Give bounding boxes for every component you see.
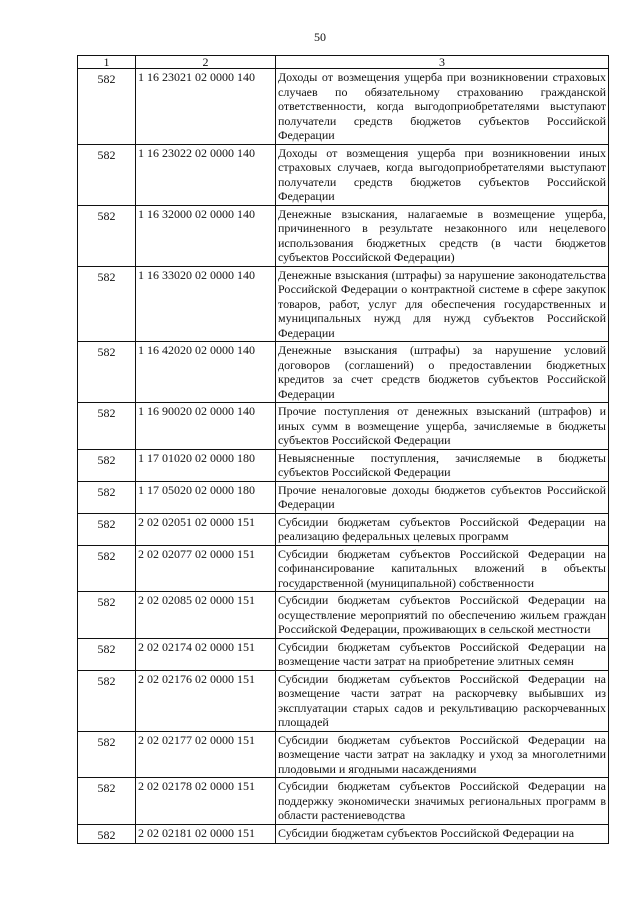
header-cell-1: 1 <box>78 56 136 69</box>
table-row <box>78 403 609 450</box>
budget-classification-code-cell: 1 17 01020 02 0000 180 <box>136 449 276 481</box>
revenue-description-cell: Прочие неналоговые доходы бюджетов субъектов Российской Федерации <box>276 481 609 513</box>
admin-code-cell: 582 <box>78 513 136 545</box>
revenue-description-cell: Субсидии бюджетам субъектов Российской Федерации на поддержку экономически значимых региональных программ в области растениеводства <box>276 778 609 825</box>
budget-classification-code-cell: 2 02 02177 02 0000 151 <box>136 731 276 778</box>
table-row <box>78 513 609 545</box>
admin-code-cell: 582 <box>78 592 136 639</box>
revenue-description-cell: Субсидии бюджетам субъектов Российской Федерации на софинансирование капитальных вложений в объекты государственной (муниципальной) собственности <box>276 545 609 592</box>
table-row <box>78 144 609 205</box>
budget-classification-code-cell: 1 16 33020 02 0000 140 <box>136 266 276 342</box>
admin-code-cell: 582 <box>78 69 136 145</box>
budget-classification-code-cell: 2 02 02178 02 0000 151 <box>136 778 276 825</box>
admin-code-cell: 582 <box>78 266 136 342</box>
revenue-description-cell: Субсидии бюджетам субъектов Российской Федерации на <box>276 824 609 844</box>
revenue-description-cell: Субсидии бюджетам субъектов Российской Федерации на возмещение части затрат на приобретение элитных семян <box>276 638 609 670</box>
table-row <box>78 778 609 825</box>
table-row <box>78 545 609 592</box>
revenue-description-cell: Денежные взыскания (штрафы) за нарушение законодательства Российской Федерации о контрактной системе в сфере закупок товаров, работ, услуг для обеспечения государственных и муниципальных нужд для нужд субъектов Российской Федерации <box>276 266 609 342</box>
admin-code-cell: 582 <box>78 670 136 731</box>
table-row <box>78 670 609 731</box>
budget-classification-code-cell: 2 02 02181 02 0000 151 <box>136 824 276 844</box>
table-row <box>78 731 609 778</box>
budget-classification-code-cell: 2 02 02051 02 0000 151 <box>136 513 276 545</box>
revenue-description-cell: Прочие поступления от денежных взысканий (штрафов) и иных сумм в возмещение ущерба, зачисляемые в бюджеты субъектов Российской Федерации <box>276 403 609 450</box>
admin-code-cell: 582 <box>78 449 136 481</box>
admin-code-cell: 582 <box>78 545 136 592</box>
revenue-description-cell: Доходы от возмещения ущерба при возникновении страховых случаев по обязательному страхованию гражданской ответственности, когда выгодоприобретателями выступают получатели средств бюджетов субъектов Российской Федерации <box>276 69 609 145</box>
page-number: 50 <box>314 30 326 44</box>
revenue-description-cell: Субсидии бюджетам субъектов Российской Федерации на возмещение части затрат на закладку и уход за многолетними плодовыми и ягодными насаждениями <box>276 731 609 778</box>
revenue-description-cell: Субсидии бюджетам субъектов Российской Федерации на возмещение части затрат на раскорчевку выбывших из эксплуатации старых садов и рекультивацию раскорчеванных площадей <box>276 670 609 731</box>
admin-code-cell: 582 <box>78 731 136 778</box>
budget-classification-code-cell: 1 16 42020 02 0000 140 <box>136 342 276 403</box>
revenue-description-cell: Субсидии бюджетам субъектов Российской Федерации на осуществление мероприятий по обеспечению жильем граждан Российской Федерации, проживающих в сельской местности <box>276 592 609 639</box>
revenue-codes-table <box>77 55 609 844</box>
admin-code-cell: 582 <box>78 481 136 513</box>
admin-code-cell: 582 <box>78 403 136 450</box>
budget-classification-code-cell: 2 02 02176 02 0000 151 <box>136 670 276 731</box>
header-cell-2: 2 <box>136 56 276 69</box>
budget-classification-code-cell: 2 02 02077 02 0000 151 <box>136 545 276 592</box>
budget-classification-code-cell: 2 02 02174 02 0000 151 <box>136 638 276 670</box>
table-row <box>78 342 609 403</box>
table-row <box>78 69 609 145</box>
table-row <box>78 266 609 342</box>
budget-classification-code-cell: 1 16 32000 02 0000 140 <box>136 205 276 266</box>
table-row <box>78 449 609 481</box>
revenue-description-cell: Денежные взыскания (штрафы) за нарушение условий договоров (соглашений) о предоставлении бюджетных кредитов за счет средств бюджетов субъектов Российской Федерации <box>276 342 609 403</box>
table-row <box>78 638 609 670</box>
table-row <box>78 481 609 513</box>
table-header-row <box>78 56 609 69</box>
budget-classification-code-cell: 1 16 23021 02 0000 140 <box>136 69 276 145</box>
admin-code-cell: 582 <box>78 638 136 670</box>
table-row <box>78 592 609 639</box>
header-cell-3: 3 <box>276 56 609 69</box>
table-row <box>78 205 609 266</box>
budget-classification-code-cell: 1 16 90020 02 0000 140 <box>136 403 276 450</box>
revenue-description-cell: Субсидии бюджетам субъектов Российской Федерации на реализацию федеральных целевых программ <box>276 513 609 545</box>
revenue-description-cell: Невыясненные поступления, зачисляемые в бюджеты субъектов Российской Федерации <box>276 449 609 481</box>
admin-code-cell: 582 <box>78 824 136 844</box>
admin-code-cell: 582 <box>78 778 136 825</box>
budget-classification-code-cell: 2 02 02085 02 0000 151 <box>136 592 276 639</box>
admin-code-cell: 582 <box>78 144 136 205</box>
admin-code-cell: 582 <box>78 205 136 266</box>
revenue-description-cell: Денежные взыскания, налагаемые в возмещение ущерба, причиненного в результате незаконного или нецелевого использования бюджетных средств (в части бюджетов субъектов Российской Федерации) <box>276 205 609 266</box>
revenue-description-cell: Доходы от возмещения ущерба при возникновении иных страховых случаев, когда выгодоприобретателями выступают получатели средств бюджетов субъектов Российской Федерации <box>276 144 609 205</box>
budget-classification-code-cell: 1 16 23022 02 0000 140 <box>136 144 276 205</box>
table-row <box>78 824 609 844</box>
admin-code-cell: 582 <box>78 342 136 403</box>
budget-classification-code-cell: 1 17 05020 02 0000 180 <box>136 481 276 513</box>
